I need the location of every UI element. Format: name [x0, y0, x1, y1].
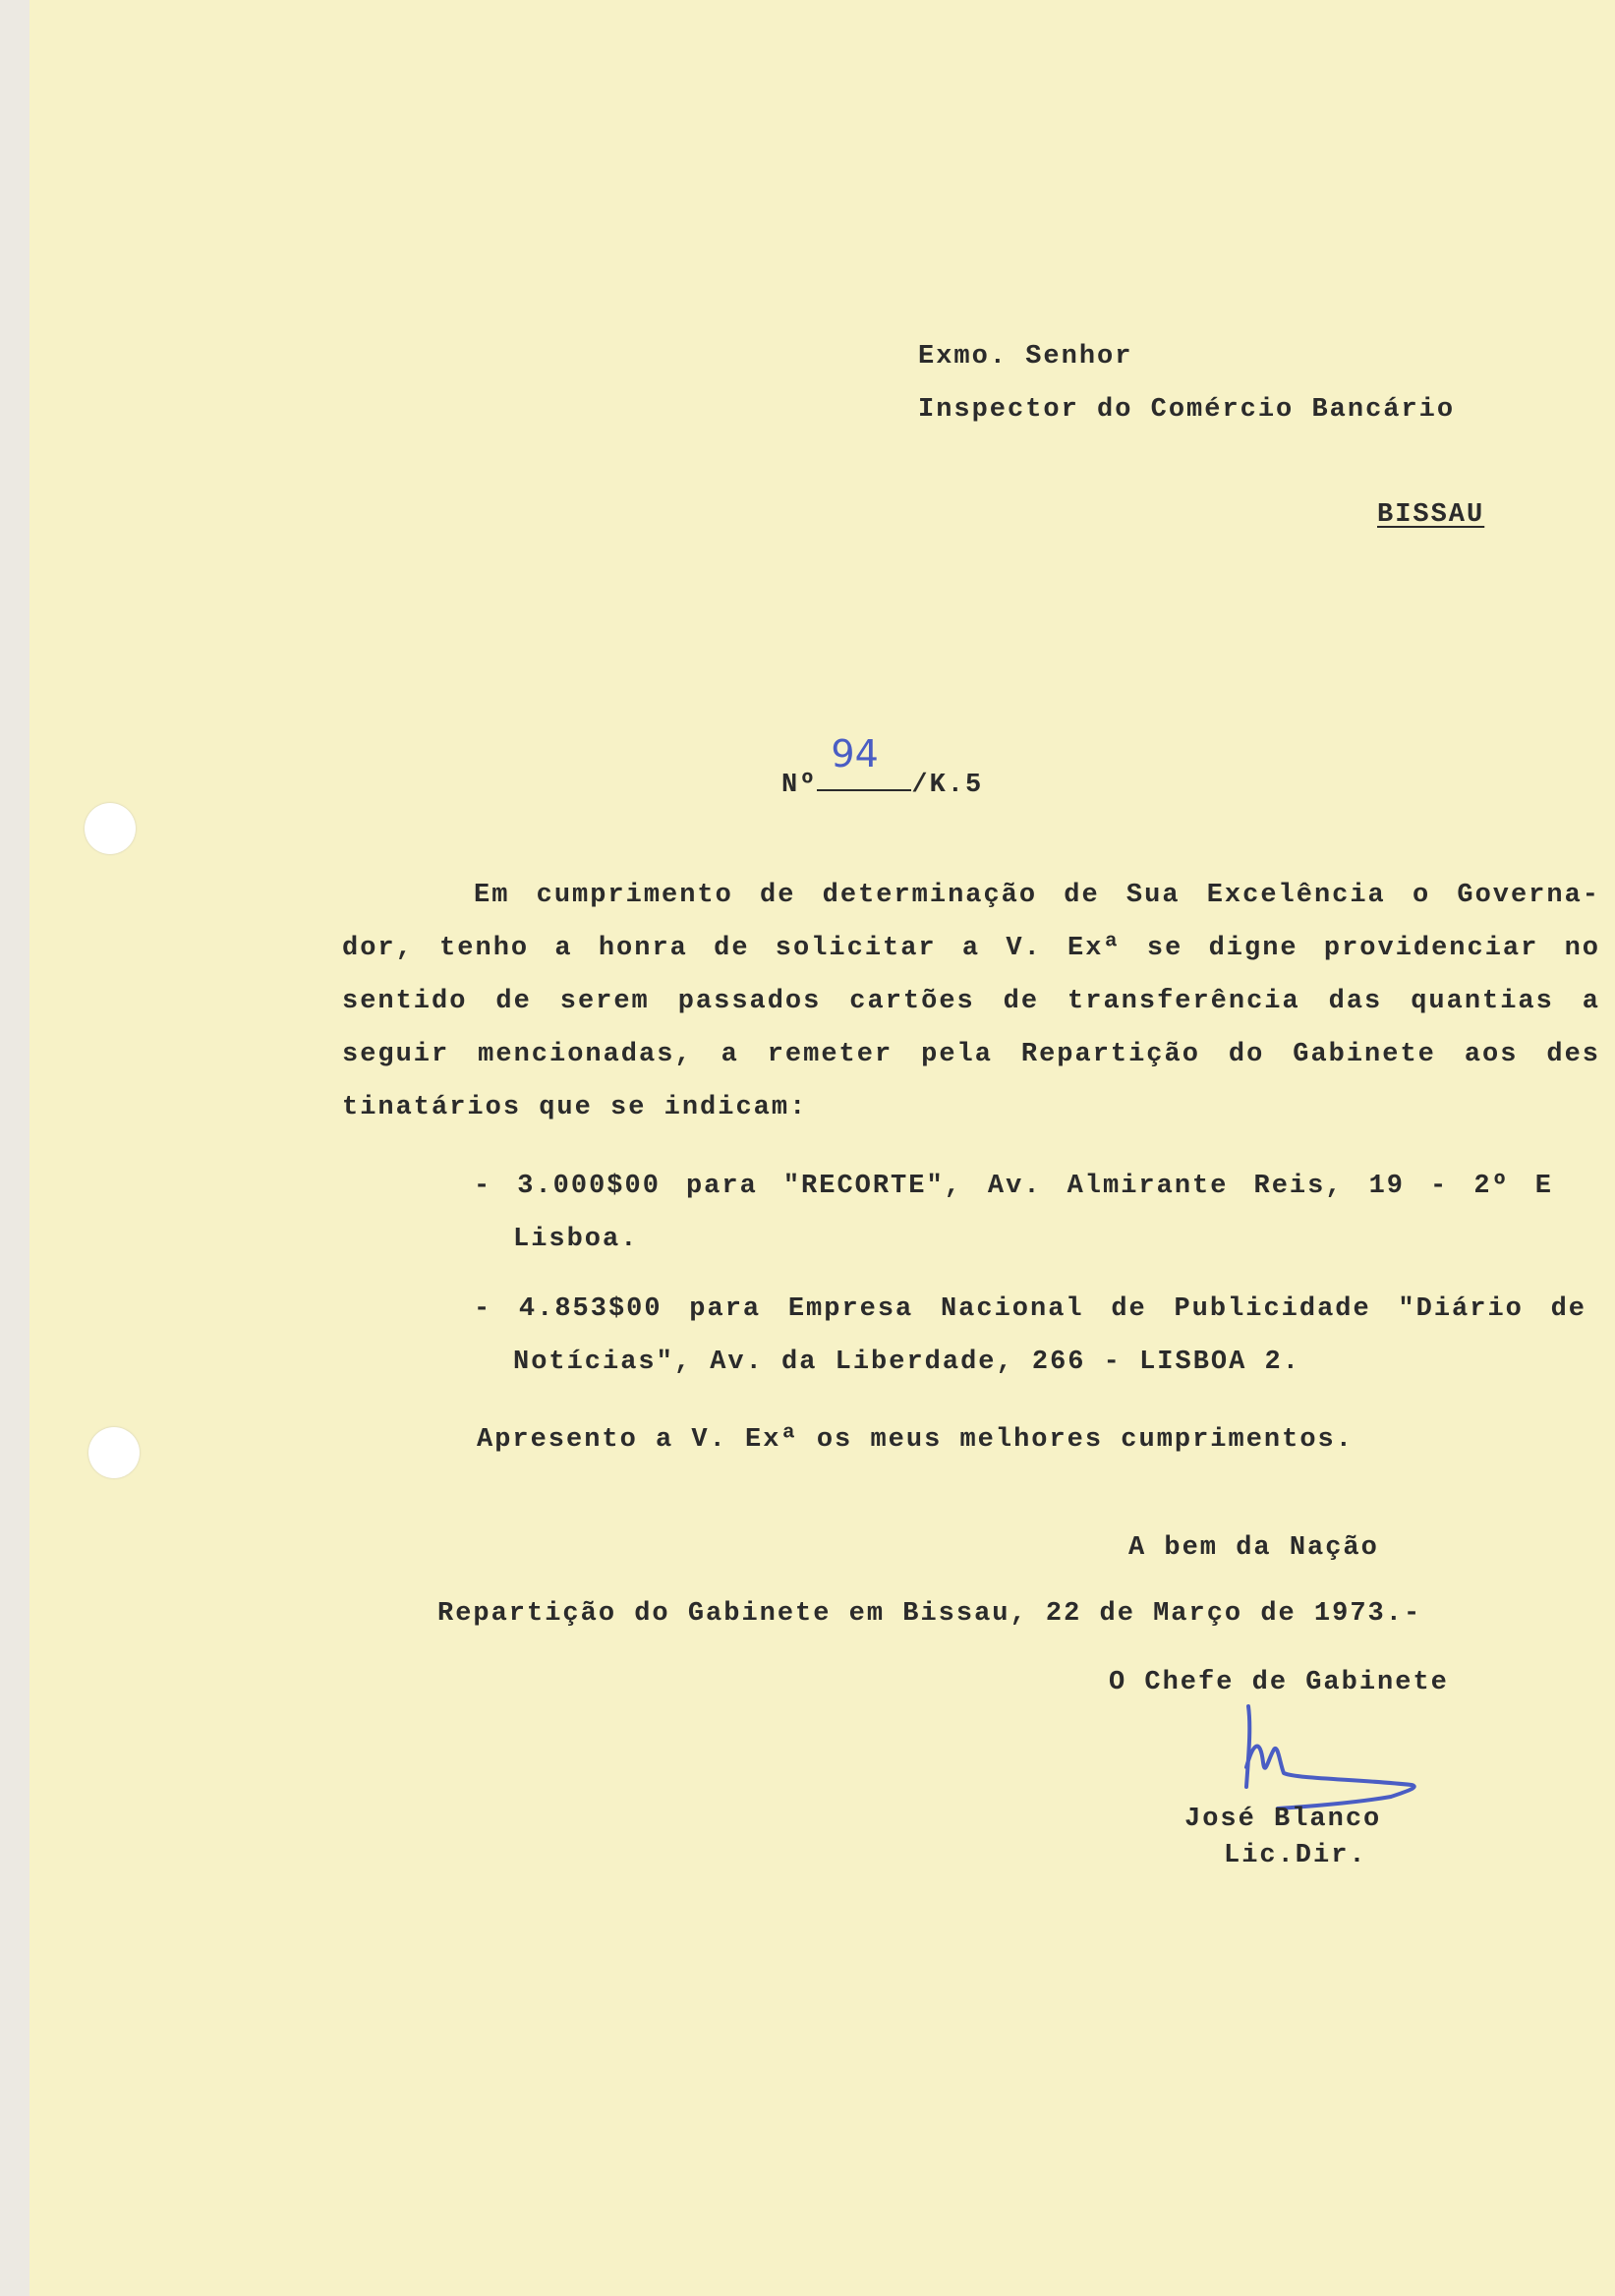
body-line: sentido de serem passados cartões de transferência das quantias a [342, 987, 1600, 1016]
list-item-line: - 4.853$00 para Empresa Nacional de Publicidade "Diário de [474, 1294, 1586, 1324]
page-edge [0, 0, 29, 2296]
list-item-line: - 3.000$00 para "RECORTE", Av. Almirante Reis, 19 - 2º E [474, 1172, 1553, 1201]
list-item-line: Notícias", Av. da Liberdade, 266 - LISBOA 2. [513, 1348, 1300, 1377]
punch-hole-bottom [88, 1427, 140, 1478]
closing-line: Apresento a V. Exª os meus melhores cumprimentos. [477, 1425, 1354, 1455]
signatory-name: José Blanco [1184, 1805, 1382, 1834]
recipient-title: Inspector do Comércio Bancário [918, 395, 1456, 425]
body-line: seguir mencionadas, a remeter pela Repartição do Gabinete aos des [342, 1040, 1600, 1069]
reference-number [781, 732, 984, 800]
reference-prefix: Nº [781, 771, 818, 800]
punch-hole-top [85, 803, 136, 854]
letter-page [29, 0, 1615, 2296]
recipient-salutation: Exmo. Senhor [918, 342, 1133, 372]
body-line: dor, tenho a honra de solicitar a V. Exª se digne providenciar no [342, 934, 1600, 963]
signatory-credentials: Lic.Dir. [1224, 1841, 1367, 1870]
body-line: tinatários que se indicam: [342, 1093, 808, 1122]
reference-blank [817, 732, 911, 791]
recipient-city: BISSAU [1377, 500, 1485, 530]
reference-suffix: /K.5 [911, 771, 984, 800]
body-line: Em cumprimento de determinação de Sua Excelência o Governa- [474, 881, 1600, 910]
list-item-line: Lisboa. [513, 1225, 639, 1254]
handwritten-number: 94 [831, 732, 879, 775]
signatory-role: O Chefe de Gabinete [1109, 1668, 1449, 1697]
handwritten-signature [1219, 1698, 1445, 1816]
place-date: Repartição do Gabinete em Bissau, 22 de Março de 1973.- [437, 1599, 1422, 1629]
motto: A bem da Nação [1128, 1533, 1379, 1563]
